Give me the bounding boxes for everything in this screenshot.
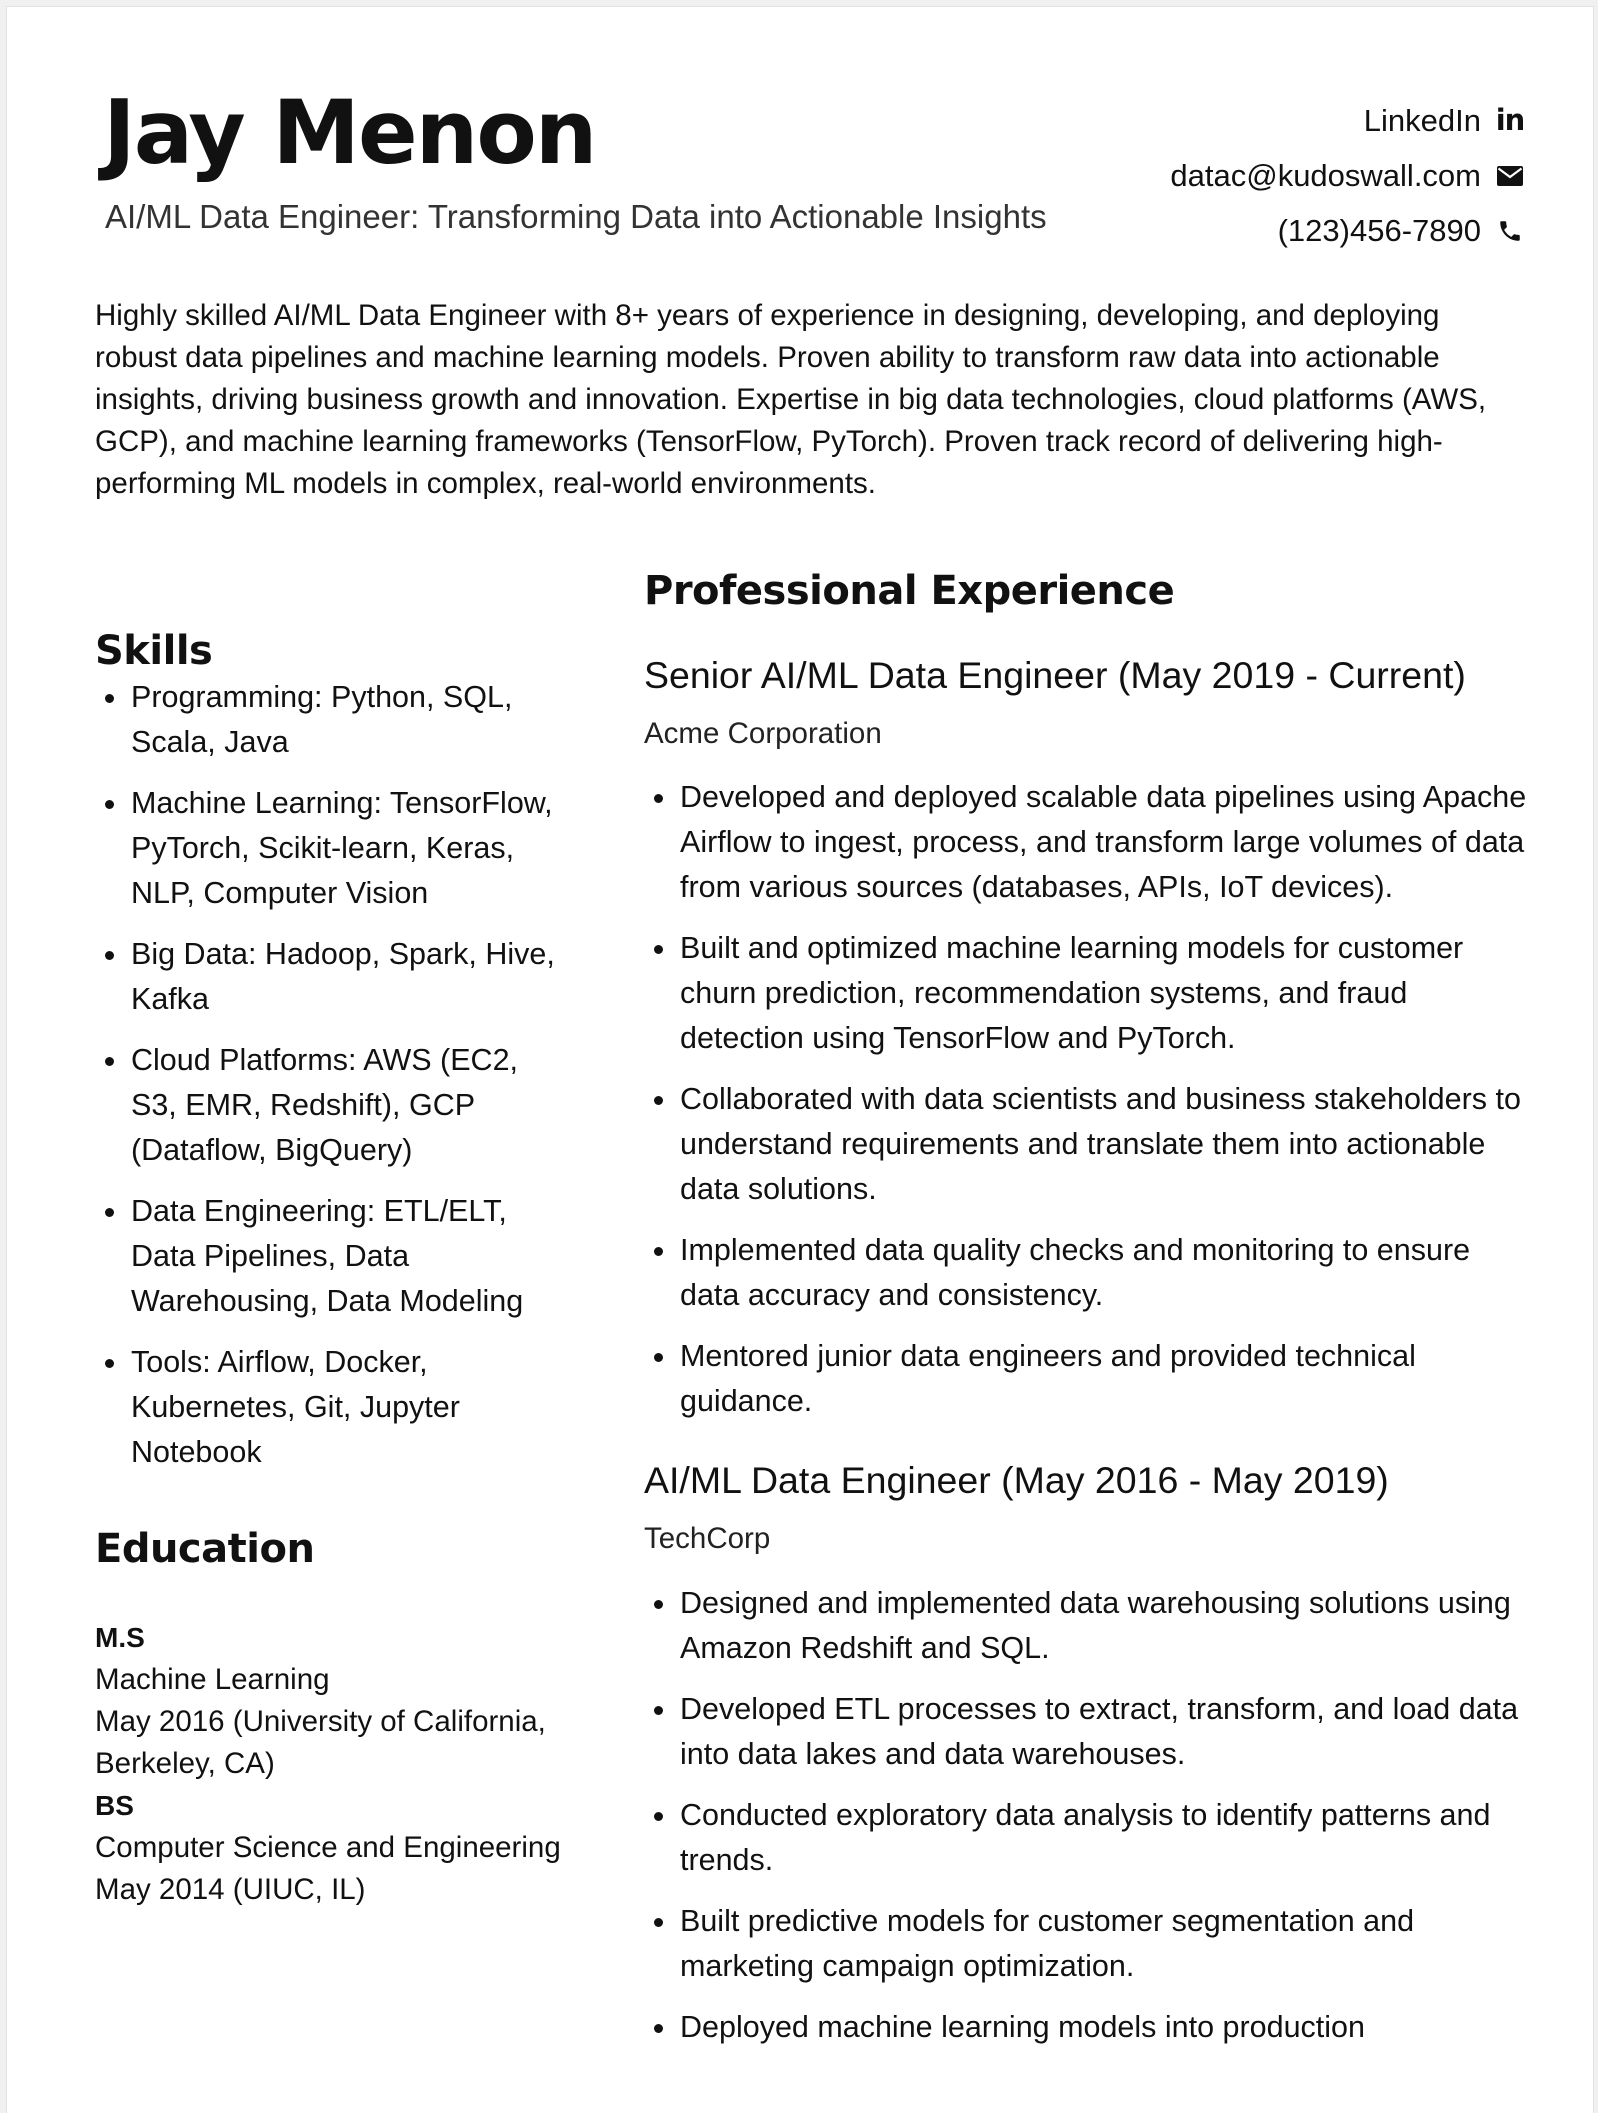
degree-detail: May 2016 (University of California, Berkeley, CA) — [95, 1705, 546, 1780]
contact-email-label[interactable]: datac@kudoswall.com — [1170, 157, 1481, 193]
professional-summary: Highly skilled AI/ML Data Engineer with 8+ years of experience in designing, developing, and deploying robust data pipelines and machine learning models. Proven ability to transform raw data into actionable insights, driving business growth and innovation. Expertise in big data technologies, cloud platforms (AWS, GCP), and machine learning frameworks (TensorFlow, PyTorch). Proven track record of delivering high-performing ML models in complex, real-world environments. — [95, 299, 1487, 500]
job-bullet: Built and optimized machine learning models for customer churn prediction, recommendation systems, and fraud detection using TensorFlow and PyTorch. — [644, 926, 1534, 1061]
skill-item: Tools: Airflow, Docker, Kubernetes, Git, Jupyter Notebook — [95, 1340, 565, 1475]
degree-field: Machine Learning — [95, 1663, 330, 1696]
job-company: TechCorp — [644, 1522, 771, 1556]
contact-phone-label[interactable]: (123)456-7890 — [1277, 212, 1481, 248]
resume-page — [6, 6, 1594, 2113]
skill-item: Big Data: Hadoop, Spark, Hive, Kafka — [95, 932, 565, 1022]
job-bullet: Mentored junior data engineers and provided technical guidance. — [644, 1334, 1534, 1424]
skills-list — [95, 675, 565, 1475]
degree-name: M.S — [95, 1622, 145, 1653]
envelope-icon — [1495, 161, 1525, 191]
degree-field: Computer Science and Engineering — [95, 1831, 561, 1864]
degree-detail: May 2014 (UIUC, IL) — [95, 1873, 366, 1906]
job-bullet-list — [644, 775, 1534, 1424]
job-entry — [644, 1458, 1534, 2049]
skill-item: Data Engineering: ETL/ELT, Data Pipelines, Data Warehousing, Data Modeling — [95, 1189, 565, 1324]
job-bullet: Designed and implemented data warehousing solutions using Amazon Redshift and SQL. — [644, 1581, 1534, 1671]
skills-heading: Skills — [95, 628, 213, 674]
job-company: Acme Corporation — [644, 717, 882, 750]
job-bullet: Developed and deployed scalable data pipelines using Apache Airflow to ingest, process, and transform large volumes of data from various sources (databases, APIs, IoT devices). — [644, 775, 1534, 910]
job-title: Senior AI/ML Data Engineer (May 2019 - Current) — [644, 654, 1466, 696]
phone-icon — [1495, 216, 1525, 246]
contact-linkedin-label[interactable]: LinkedIn — [1363, 102, 1481, 138]
skill-item: Programming: Python, SQL, Scala, Java — [95, 675, 565, 765]
candidate-tagline: AI/ML Data Engineer: Transforming Data into Actionable Insights — [105, 198, 1047, 235]
skill-item: Machine Learning: TensorFlow, PyTorch, Scikit-learn, Keras, NLP, Computer Vision — [95, 781, 565, 916]
education-list — [95, 1617, 565, 1911]
education-entry — [95, 1785, 565, 1911]
contact-phone[interactable] — [1170, 203, 1525, 258]
contact-list — [1170, 93, 1525, 258]
contact-linkedin[interactable] — [1170, 93, 1525, 148]
job-bullet: Deployed machine learning models into production — [644, 2005, 1534, 2050]
left-column — [95, 627, 565, 1911]
skill-item: Cloud Platforms: AWS (EC2, S3, EMR, Redshift), GCP (Dataflow, BigQuery) — [95, 1038, 565, 1173]
education-heading: Education — [95, 1526, 315, 1572]
job-title: AI/ML Data Engineer (May 2016 - May 2019) — [644, 1459, 1389, 1502]
job-entry — [644, 653, 1534, 1424]
candidate-name: Jay Menon — [103, 81, 596, 184]
experience-heading: Professional Experience — [644, 568, 1175, 614]
job-bullet: Collaborated with data scientists and business stakeholders to understand requirements and translate them into actionable data solutions. — [644, 1077, 1534, 1212]
job-bullet: Implemented data quality checks and monitoring to ensure data accuracy and consistency. — [644, 1228, 1534, 1318]
right-column — [644, 567, 1534, 2066]
job-bullet: Built predictive models for customer segmentation and marketing campaign optimization. — [644, 1899, 1534, 1989]
contact-email[interactable] — [1170, 148, 1525, 203]
job-bullet: Conducted exploratory data analysis to identify patterns and trends. — [644, 1793, 1534, 1883]
degree-name: BS — [95, 1790, 134, 1821]
job-bullet: Developed ETL processes to extract, transform, and load data into data lakes and data warehouses. — [644, 1687, 1534, 1777]
job-bullet-list — [644, 1581, 1534, 2050]
linkedin-icon: in — [1495, 103, 1525, 137]
education-entry — [95, 1617, 565, 1785]
